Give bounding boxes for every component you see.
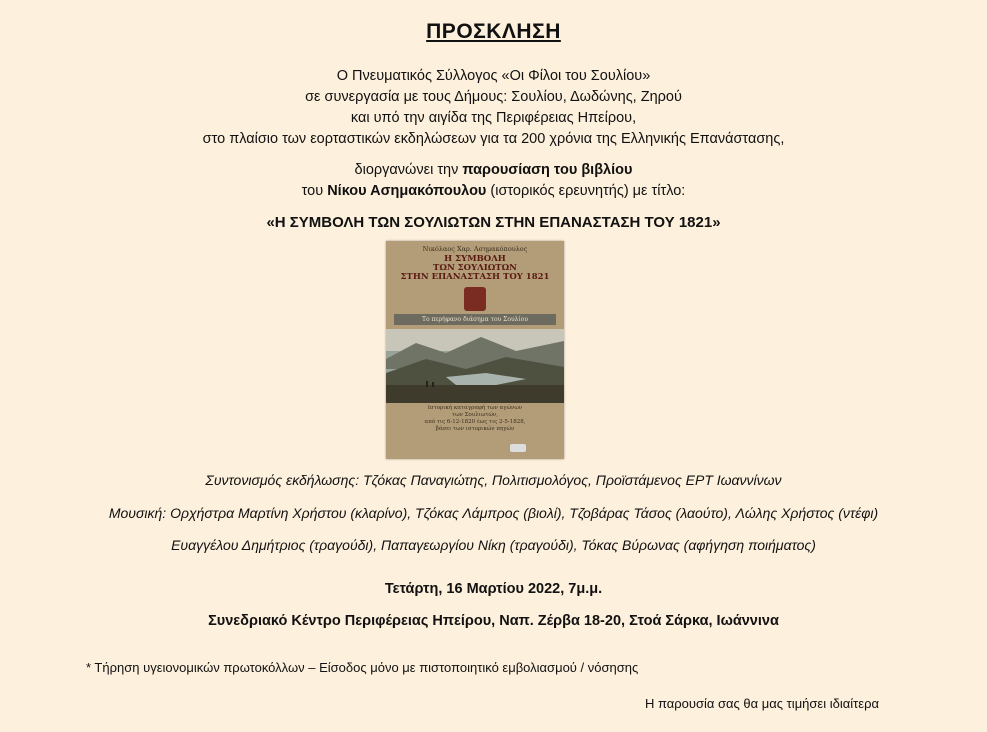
- cover-subtitle: Το περήφανο διάσημα του Σουλίου: [394, 314, 556, 325]
- intro-line: και υπό την αιγίδα της Περιφέρειας Ηπείρου,: [350, 110, 637, 126]
- event-date: Τετάρτη, 16 Μαρτίου 2022, 7μ.μ.: [384, 581, 603, 597]
- cover-desc-line: από τις 6-12-1820 έως τις 2-5-1828,: [424, 419, 526, 425]
- health-note: * Τήρηση υγειονομικών πρωτοκόλλων – Είσοδος μόνο με πιστοποιητικό εμβολιασμού / νόσησης: [86, 660, 639, 675]
- intro-line: σε συνεργασία με τους Δήμους: Σουλίου, Δωδώνης, Ζηρού: [305, 89, 682, 105]
- intro-line: Ο Πνευματικός Σύλλογος «Οι Φίλοι του Σουλίου»: [336, 68, 651, 84]
- organize-bold: παρουσίαση του βιβλίου: [462, 162, 633, 178]
- cover-desc-line: των Σουλιωτών,: [452, 412, 498, 418]
- event-venue: Συνεδριακό Κέντρο Περιφέρειας Ηπείρου, Ναπ. Ζέρβα 18-20, Στοά Σάρκα, Ιωάννινα: [208, 613, 779, 629]
- page-title: ΠΡΟΣΚΛΗΣΗ: [426, 20, 561, 43]
- author-pre: του: [301, 183, 328, 199]
- closing-note: Η παρουσία σας θα μας τιμήσει ιδιαίτερα: [644, 696, 879, 711]
- book-cover-image: [386, 241, 564, 459]
- publisher-logo-icon: [510, 444, 526, 452]
- cover-author: Νικόλαος Χαρ. Ασημακόπουλος: [422, 245, 528, 253]
- music-line-2: Ευαγγέλου Δημήτριος (τραγούδι), Παπαγεωργίου Νίκη (τραγούδι), Τόκας Βύρωνας (αφήγηση ποιήματος): [171, 537, 816, 553]
- organize-block: [0, 160, 987, 202]
- cover-emblem-icon: [464, 287, 486, 311]
- music-line: Μουσική: Ορχήστρα Μαρτίνη Χρήστου (κλαρίνο), Τζόκας Λάμπρος (βιολί), Τζοβάρας Τάσος (λαούτο), Λώλης Χρήστος (ντέφι): [108, 505, 879, 521]
- organize-line: [0, 160, 987, 181]
- book-title: «Η ΣΥΜΒΟΛΗ ΤΩΝ ΣΟΥΛΙΩΤΩΝ ΣΤΗΝ ΕΠΑΝΑΣΤΑΣΗ ΤΟΥ 1821»: [266, 214, 721, 231]
- author-name: Νίκου Ασημακόπουλου: [327, 183, 487, 199]
- intro-line: στο πλαίσιο των εορταστικών εκδηλώσεων για τα 200 χρόνια της Ελληνικής Επανάστασης,: [202, 131, 785, 147]
- cover-desc-line: βάσει των ιστορικών πηγών: [435, 426, 515, 432]
- cover-desc-line: Ιστορική καταγραφή των αγώνων: [427, 405, 523, 411]
- cover-title: [386, 255, 564, 282]
- cover-title-line: Η ΣΥΜΒΟΛΗ: [444, 254, 506, 264]
- author-line: [0, 181, 987, 202]
- cover-landscape-painting: [386, 329, 564, 403]
- author-post: (ιστορικός ερευνητής) με τίτλο:: [486, 183, 686, 199]
- organize-text: διοργανώνει την: [354, 162, 463, 178]
- intro-block: [0, 66, 987, 150]
- cover-description: [386, 405, 564, 433]
- cover-title-line: ΤΩΝ ΣΟΥΛΙΩΤΩΝ: [433, 263, 517, 273]
- coordination-line: Συντονισμός εκδήλωσης: Τζόκας Παναγιώτης, Πολιτισμολόγος, Προϊστάμενος ΕΡΤ Ιωαννίνων: [205, 472, 782, 488]
- cover-title-line: ΣΤΗΝ ΕΠΑΝΑΣΤΑΣΗ ΤΟΥ 1821: [400, 272, 550, 282]
